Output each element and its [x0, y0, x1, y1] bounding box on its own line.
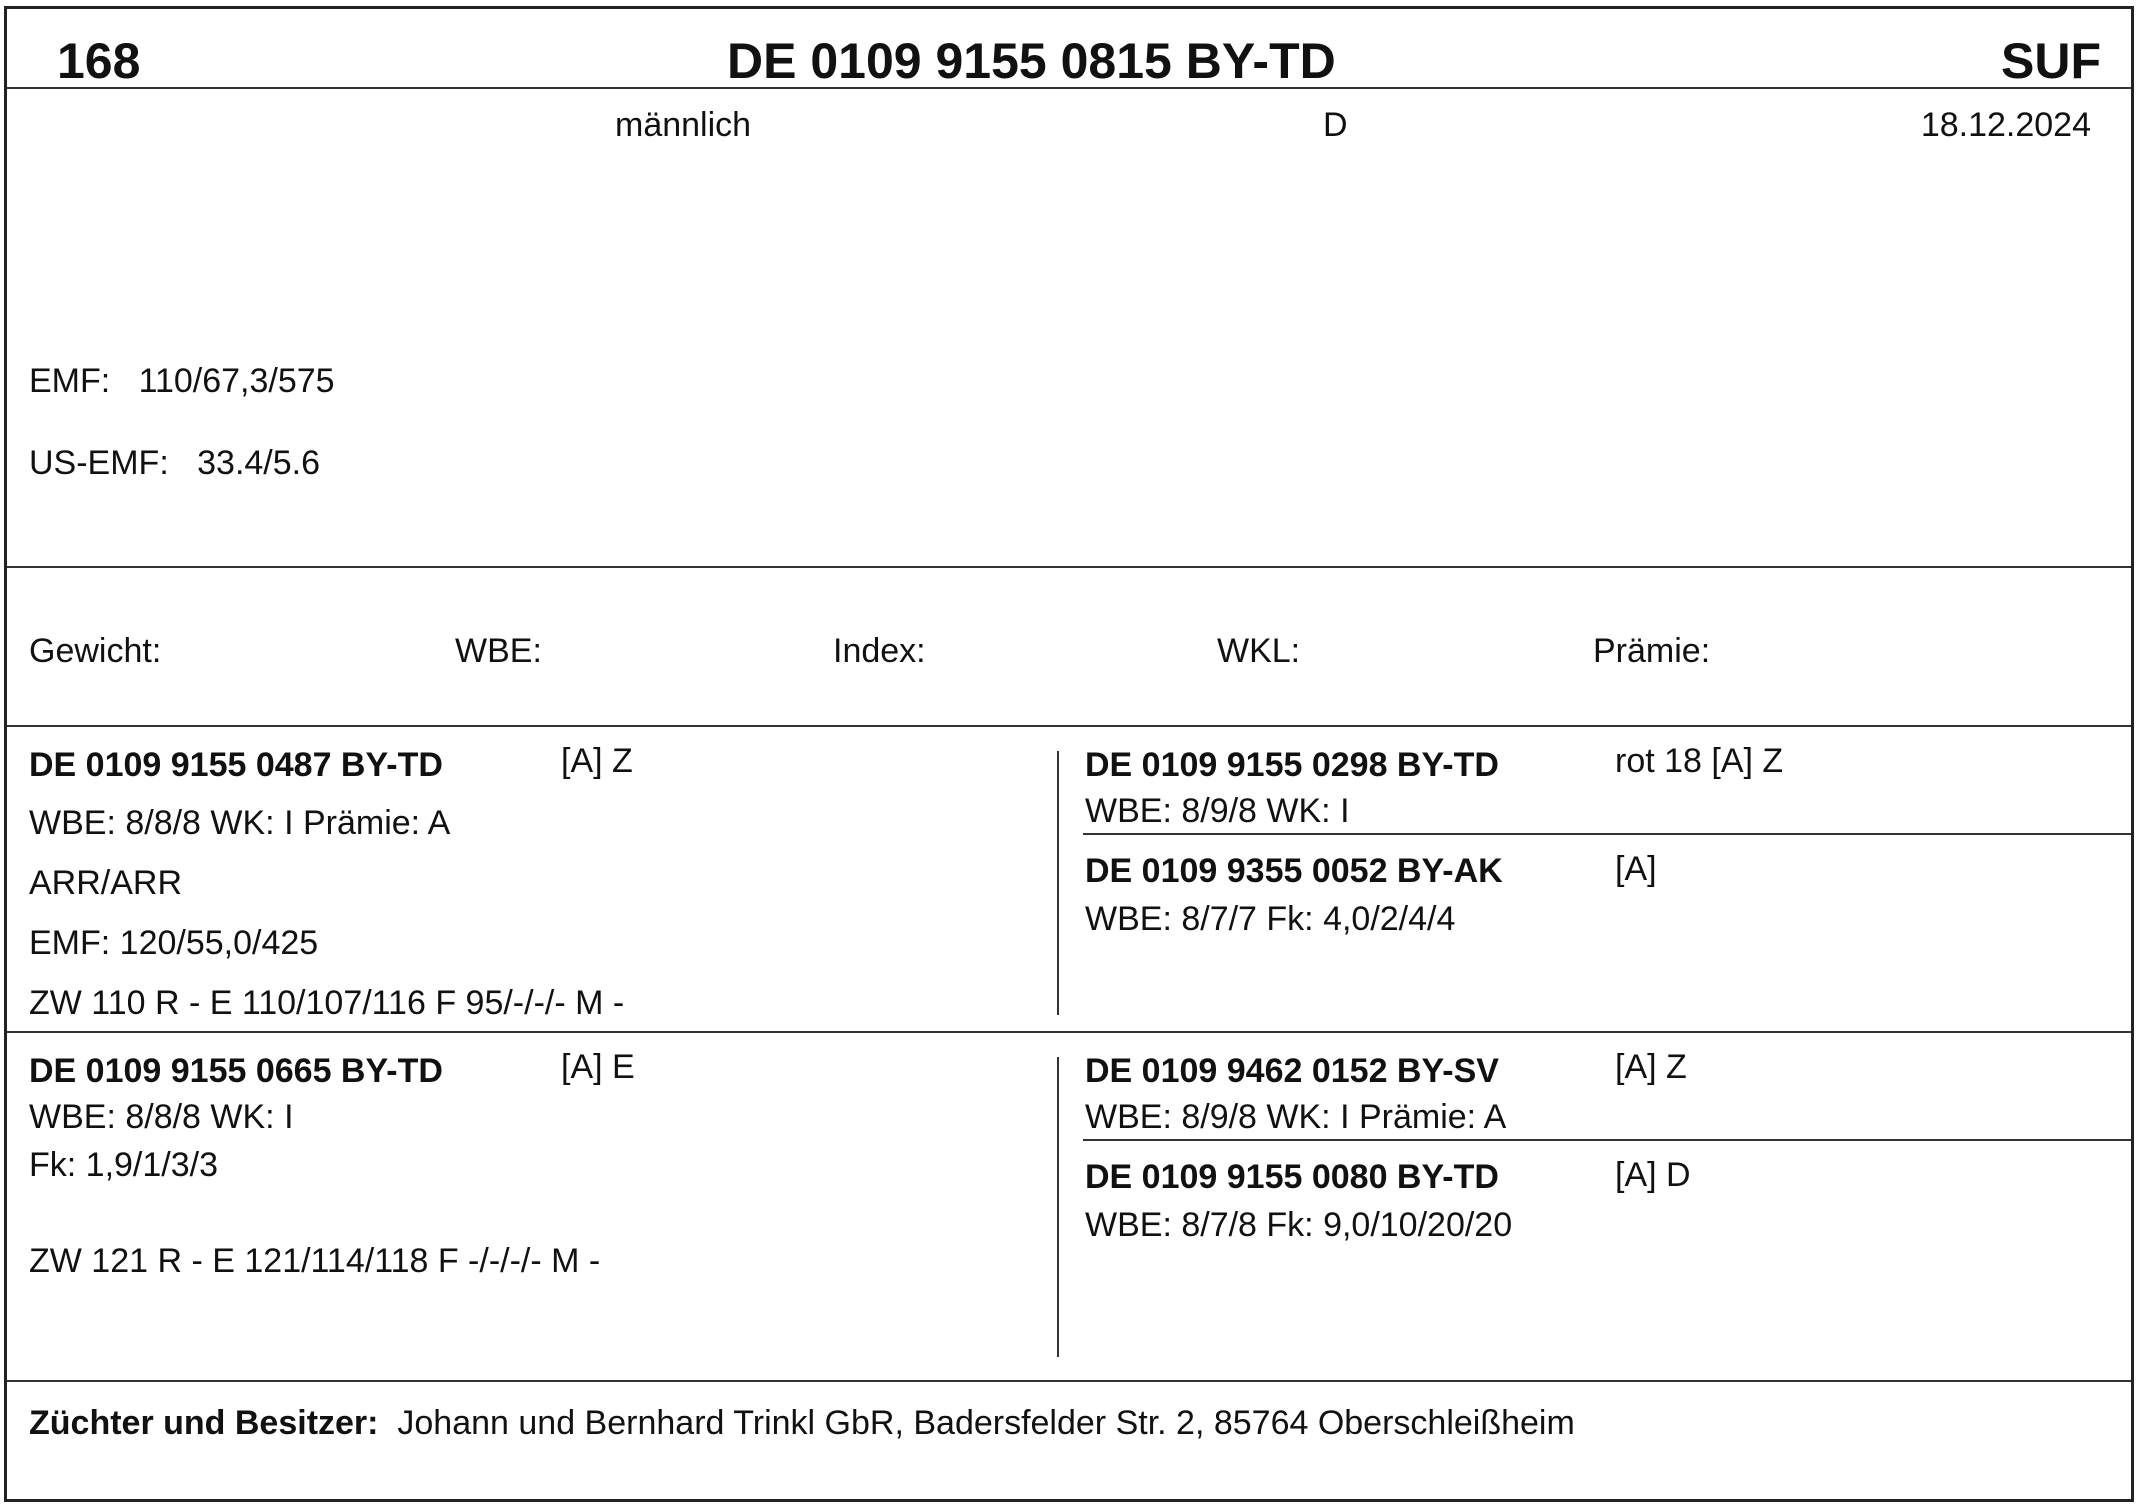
sire-dam-tag: [A] [1615, 850, 1657, 888]
stats-divider [7, 725, 2131, 727]
sire-dam-line-1: WBE: 8/7/7 Fk: 4,0/2/4/4 [1085, 900, 1456, 938]
praemie-label: Prämie: [1593, 632, 1711, 670]
sire-sub-divider [1083, 833, 2131, 835]
breed-code: SUF [2001, 33, 2101, 89]
dam-sire-id: DE 0109 9462 0152 BY-SV [1085, 1052, 1499, 1090]
sex: männlich [615, 106, 752, 144]
emf-row [29, 361, 335, 401]
weight-label: Gewicht: [29, 632, 162, 670]
footer-divider [7, 1380, 2131, 1382]
breeder-owner-label: Züchter und Besitzer: [29, 1404, 379, 1442]
sire-dam-id: DE 0109 9355 0052 BY-AK [1085, 852, 1503, 890]
emf-value: 110/67,3/575 [138, 362, 335, 400]
catalog-number: 168 [57, 33, 141, 89]
dam-sire-tag: [A] Z [1615, 1048, 1687, 1086]
wkl-label: WKL: [1217, 632, 1301, 670]
wbe-label: WBE: [455, 632, 542, 670]
sire-line-3: EMF: 120/55,0/425 [29, 924, 319, 962]
date: 18.12.2024 [1920, 106, 2091, 144]
header-divider [7, 87, 2131, 89]
breeder-owner-value: Johann und Bernhard Trinkl GbR, Badersfelder Str. 2, 85764 Oberschleißheim [397, 1404, 1575, 1442]
dam-vertical-divider [1057, 1057, 1059, 1357]
sire-sire-id: DE 0109 9155 0298 BY-TD [1085, 746, 1499, 784]
sire-dam-divider [7, 1031, 2131, 1033]
us-emf-value: 33.4/5.6 [197, 444, 321, 482]
category: D [1323, 106, 1348, 144]
dam-tag: [A] E [561, 1048, 635, 1086]
dam-sub-divider [1083, 1139, 2131, 1141]
info-divider [7, 566, 2131, 568]
index-label: Index: [833, 632, 926, 670]
dam-sire-line-1: WBE: 8/9/8 WK: I Prämie: A [1085, 1098, 1507, 1136]
sire-line-4: ZW 110 R - E 110/107/116 F 95/-/-/- M - [29, 984, 625, 1022]
sire-tag: [A] Z [561, 742, 633, 780]
sire-line-2: ARR/ARR [29, 864, 183, 902]
animal-id: DE 0109 9155 0815 BY-TD [727, 33, 1336, 89]
dam-line-2: Fk: 1,9/1/3/3 [29, 1146, 218, 1184]
us-emf-row [29, 443, 320, 483]
dam-line-1: WBE: 8/8/8 WK: I [29, 1098, 294, 1136]
sire-line-1: WBE: 8/8/8 WK: I Prämie: A [29, 804, 451, 842]
sire-sire-tag: rot 18 [A] Z [1615, 742, 1784, 780]
dam-dam-id: DE 0109 9155 0080 BY-TD [1085, 1158, 1499, 1196]
breeder-owner [29, 1403, 1575, 1443]
pedigree-card [4, 6, 2134, 1502]
emf-label: EMF: [29, 362, 111, 400]
dam-line-3: ZW 121 R - E 121/114/118 F -/-/-/- M - [29, 1242, 601, 1280]
dam-dam-line-1: WBE: 8/7/8 Fk: 9,0/10/20/20 [1085, 1206, 1513, 1244]
sire-sire-line-1: WBE: 8/9/8 WK: I [1085, 792, 1350, 830]
dam-id: DE 0109 9155 0665 BY-TD [29, 1052, 443, 1090]
sire-id: DE 0109 9155 0487 BY-TD [29, 746, 443, 784]
sire-vertical-divider [1057, 751, 1059, 1015]
us-emf-label: US-EMF: [29, 444, 169, 482]
dam-dam-tag: [A] D [1615, 1156, 1691, 1194]
